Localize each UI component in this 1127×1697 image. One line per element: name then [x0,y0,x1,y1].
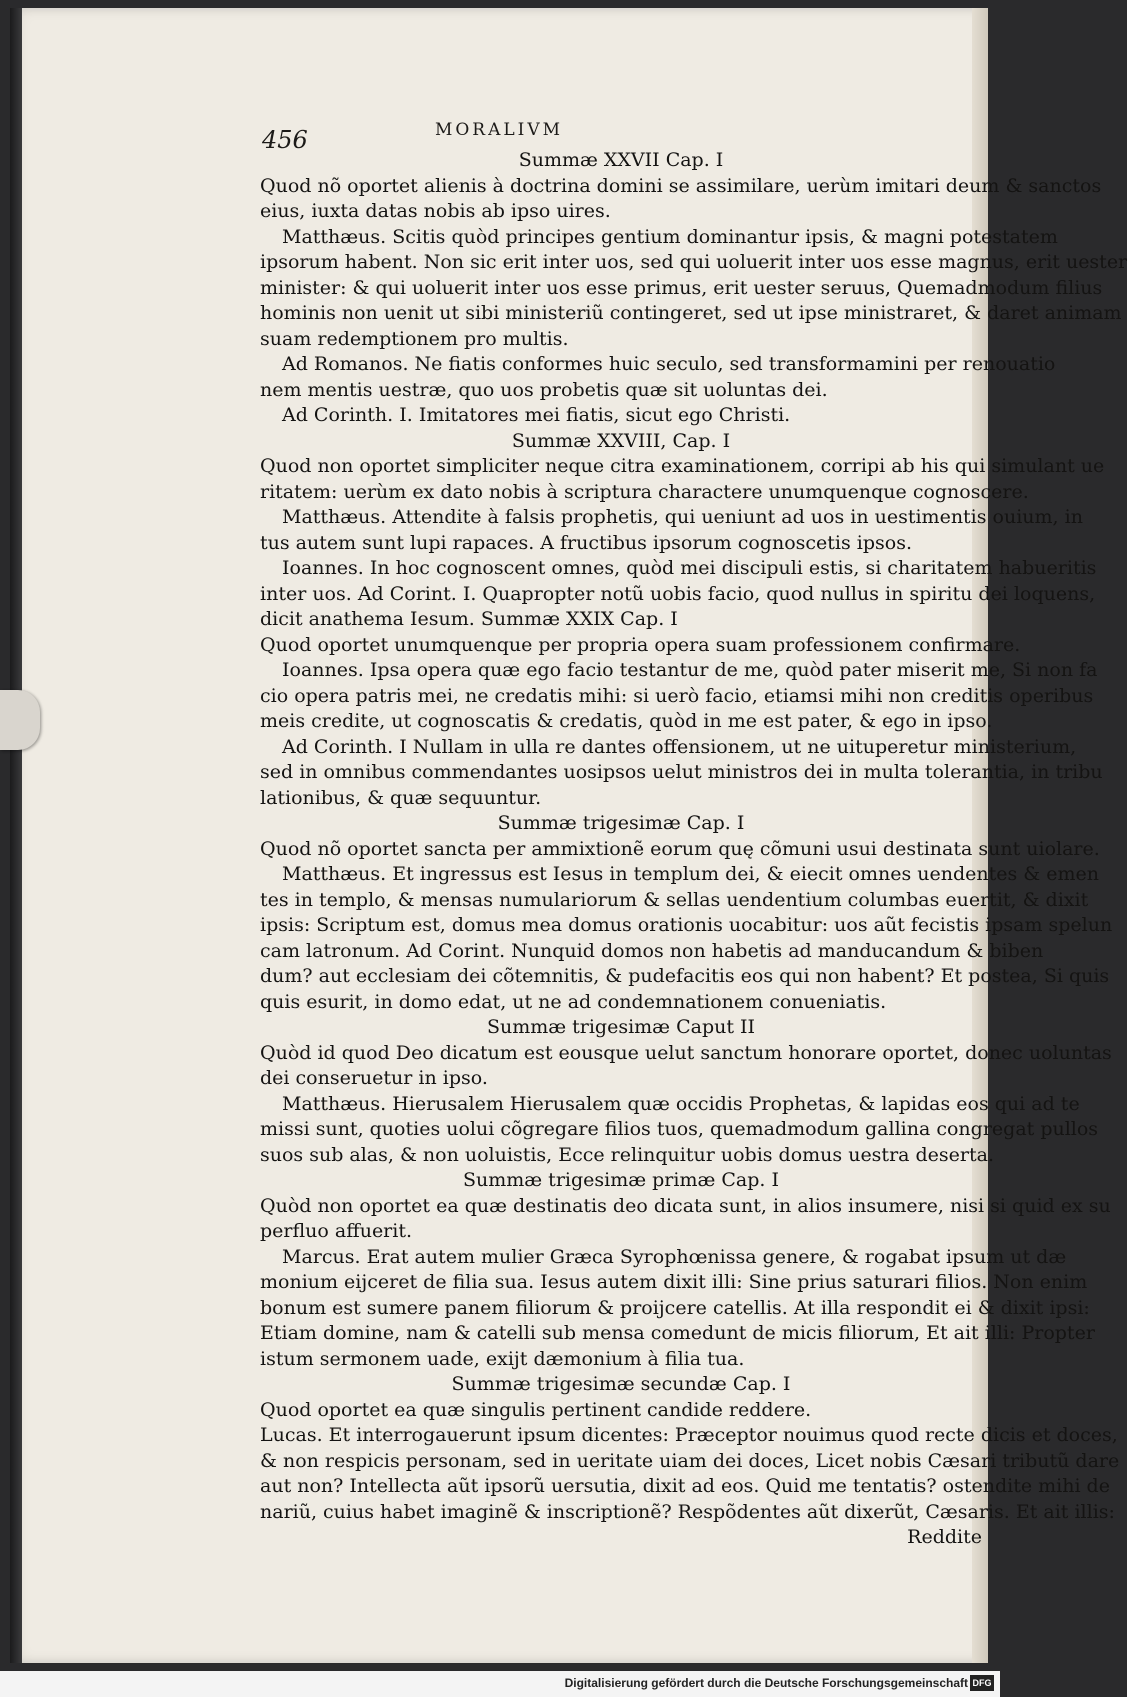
text-line: hominis non uenit ut sibi ministeriũ contingeret, sed ut ipse ministraret, & daret animam [260,302,1122,324]
chapter-heading: Summæ XXVII Cap. I [518,149,724,171]
text-line: Quod non oportet simpliciter neque citra examinationem, corripi ab his qui simulant ue [260,455,1105,477]
chapter-heading: Summæ trigesimæ Caput II [486,1016,756,1038]
text-line: Lucas. Et interrogauerunt ipsum dicentes: Præceptor nouimus quod recte dicis et doces, [260,1424,1118,1446]
chapter-heading: Summæ trigesimæ secundæ Cap. I [451,1373,791,1395]
catchword: Reddite [907,1526,982,1548]
text-line: istum sermonem uade, exijt dæmonium à filia tua. [260,1347,745,1370]
text-line: missi sunt, quoties uolui cõgregare filios tuos, quemadmodum gallina congregat pullos [260,1118,1099,1140]
text-line: Quòd id quod Deo dicatum est eousque uelut sanctum honorare oportet, donec uoluntas [260,1041,1112,1064]
page-number: 456 [262,126,308,154]
text-line: Matthæus. Et ingressus est Iesus in templum dei, & eiecit omnes uendentes & emen [282,863,1099,885]
running-head: MORALIVM [434,120,564,140]
text-line: ipsorum habent. Non sic erit inter uos, sed qui uoluerit inter uos esse magnus, erit uester [260,251,1127,273]
text-line: meis credite, ut cognoscatis & credatis, quòd in me est pater, & ego in ipso. [260,710,993,732]
text-line: Matthæus. Attendite à falsis prophetis, qui ueniunt ad uos in uestimentis ouium, in [282,506,1083,528]
text-line: dicit anathema Iesum. Summæ XXIX Cap. I [260,608,678,630]
binding-edge [10,8,22,1663]
text-line: suam redemptionem pro multis. [260,327,569,350]
text-line: & non respicis personam, sed in ueritate uiam dei doces, Licet nobis Cæsari tributũ dare [260,1449,1120,1472]
text-line: nem mentis uestræ, quo uos probetis quæ sit uoluntas dei. [260,378,828,401]
text-line: Matthæus. Scitis quòd principes gentium dominantur ipsis, & magni potestatem [282,225,1058,248]
text-line: Quod nõ oportet sancta per ammixtionẽ eorum quę cõmuni usui destinata sunt uiolare. [260,837,1100,860]
text-line: monium eijceret de filia sua. Iesus autem dixit illi: Sine prius saturari filios. Non enim [260,1271,1088,1293]
text-line: quis esurit, in domo edat, ut ne ad condemnationem conueniatis. [260,990,887,1013]
text-line: cam latronum. Ad Corint. Nunquid domos non habetis ad manducandum & biben [260,939,1044,962]
text-line: perfluo affuerit. [260,1220,413,1242]
text-line: aut non? Intellecta aũt ipsorũ uersutia, dixit ad eos. Quid me tentatis? ostendite mihi de [260,1475,1110,1497]
text-line: Quòd non oportet ea quæ destinatis deo dicata sunt, in alios insumere, nisi si quid ex su [260,1194,1111,1217]
dfg-logo: DFG [970,1675,994,1691]
body-text [260,148,1127,1551]
text-line: Quod oportet ea quæ singulis pertinent candide reddere. [260,1398,812,1421]
text-line: dum? aut ecclesiam dei cõtemnitis, & pudefacitis eos qui non habent? Et postea, Si quis [260,965,1110,987]
text-line: nariũ, cuius habet imaginẽ & inscriptionẽ? Respõdentes aũt dixerũt, Cæsaris. Et ait illis: [260,1500,1115,1523]
text-line: inter uos. Ad Corint. I. Quapropter notũ uobis facio, quod nullus in spiritu dei loquens, [260,582,1096,605]
text-line: ipsis: Scriptum est, domus mea domus orationis uocabitur: uos aũt fecistis ipsam spelun [260,914,1113,936]
text-line: sed in omnibus commendantes uosipsos uelut ministros dei in multa tolerantia, in tribu [260,761,1103,783]
chapter-heading: Summæ trigesimæ primæ Cap. I [463,1169,779,1191]
page-clip [0,690,40,750]
text-line: Ad Corinth. I. Imitatores mei fiatis, sicut ego Christi. [282,404,791,426]
text-line: suos sub alas, & non uoluistis, Ecce relinquitur uobis domus uestra deserta. [260,1143,995,1166]
text-line: cio opera patris mei, ne credatis mihi: si uerò facio, etiamsi mihi non creditis operibus [260,684,1094,707]
funding-credit: Digitalisierung gefördert durch die Deutsche Forschungsgemeinschaft [564,1676,968,1690]
book-page [10,8,1127,1663]
text-line: dei conseruetur in ipso. [260,1067,488,1089]
text-line: lationibus, & quæ sequuntur. [260,786,542,809]
text-line: Ad Corinth. I Nullam in ulla re dantes offensionem, ut ne uituperetur ministerium, [282,735,1077,758]
text-line: Quod nõ oportet alienis à doctrina domini se assimilare, uerùm imitari deum & sanctos [260,174,1102,197]
text-line: ritatem: uerùm ex dato nobis à scriptura charactere unumquenque cognoscere. [260,480,1029,503]
text-line: Ioannes. In hoc cognoscent omnes, quòd mei discipuli estis, si charitatem habueritis [282,557,1097,579]
text-line: Marcus. Erat autem mulier Græca Syrophœnissa genere, & rogabat ipsum ut dæ [282,1245,1067,1268]
footer-bar [0,1671,1000,1697]
text-line: tus autem sunt lupi rapaces. A fructibus ipsorum cognoscetis ipsos. [260,531,913,554]
text-line: bonum est sumere panem filiorum & proijcere catellis. At illa respondit ei & dixit ipsi: [260,1296,1090,1319]
text-line: Ad Romanos. Ne fiatis conformes huic seculo, sed transformamini per renouatio [282,353,1056,375]
text-line: Matthæus. Hierusalem Hierusalem quæ occidis Prophetas, & lapidas eos qui ad te [282,1092,1080,1115]
text-line: minister: & qui uoluerit inter uos esse primus, erit uester seruus, Quemadmodum filius [260,276,1103,299]
chapter-heading: Summæ trigesimæ Cap. I [497,812,745,834]
chapter-heading: Summæ XXVIII, Cap. I [511,429,731,452]
text-line: tes in templo, & mensas numulariorum & sellas uendentium columbas euertit, & dixit [260,888,1089,911]
text-line: Quod oportet unumquenque per propria opera suam professionem confirmare. [260,633,1021,656]
text-line: Etiam domine, nam & catelli sub mensa comedunt de micis filiorum, Et ait illi: Propter [260,1322,1095,1344]
text-line: Ioannes. Ipsa opera quæ ego facio testantur de me, quòd pater miserit me, Si non fa [282,659,1098,681]
text-line: eius, iuxta datas nobis ab ipso uires. [260,200,611,222]
